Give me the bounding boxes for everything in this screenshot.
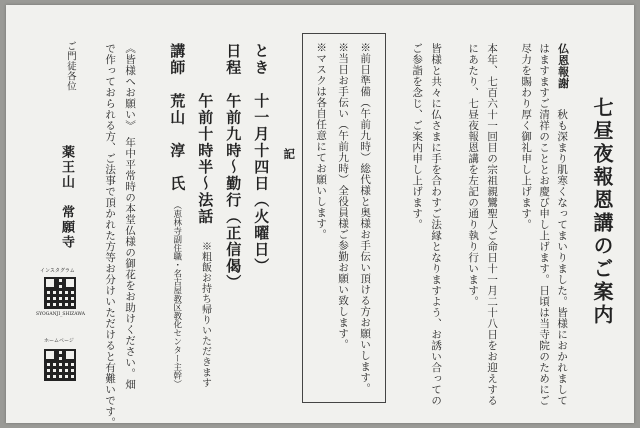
speaker-name: 荒山 淳 氏 — [168, 93, 187, 192]
notice-line-2: ※当日お手伝い（午前九時）全役員様ご参勤お願い致します。 — [337, 42, 350, 350]
body-line-2: にあたり、七昼夜報恩講を左記の通り執り行います。 — [467, 43, 480, 307]
temple-name: 薬王山 常願寺 — [58, 145, 74, 250]
body-line-3: 皆様と共々に仏さまに手を合わすご法縁となりますよう、お誘い合っての — [430, 43, 443, 406]
greeting-line-2: はますますご清祥のこととお慶び申し上げます。日頃は当寺院のためにご — [538, 43, 551, 406]
speaker-label: 講師 — [168, 43, 187, 76]
body-line-1: 本年、七百六十一回目の宗祖親鸞聖人ご命日十一月二十八日をお迎えする — [486, 43, 499, 406]
greeting-heading: 仏恩報謝 — [556, 43, 570, 89]
instagram-label: インスタグラム — [40, 268, 75, 274]
schedule-label: 日程 — [224, 43, 243, 76]
instagram-qr-code[interactable] — [44, 277, 76, 309]
speaker-affiliation: （恵林寺副住職・名古屋教区教化センター主幹） — [171, 201, 182, 388]
greeting-line-3: 尽力を賜わり厚く御礼申し上げます。 — [520, 43, 533, 230]
notice-box — [302, 33, 386, 403]
body-line-4: ご参詣を念じ、ご案内申し上げます。 — [411, 43, 424, 230]
schedule-note: ※粗飯お持ち帰りいただきます — [199, 241, 211, 388]
document-page — [6, 5, 634, 428]
addressee: ご門徒各位 — [64, 41, 76, 91]
homepage-qr-code[interactable] — [44, 349, 76, 381]
date-value: 十一月十四日（火曜日） — [252, 93, 271, 275]
notice-line-3: ※マスクは各自任意にてお願いします。 — [315, 42, 328, 240]
page-title: 七昼夜報恩講のご案内 — [590, 97, 614, 327]
notice-line-1: ※前日準備（午前九時）総代様と奥様お手伝い頂ける方お願いします。 — [359, 42, 372, 394]
schedule-value-1: 午前九時～勤行（正信偈） — [224, 93, 243, 291]
request-line-1: 《皆様へお願い》 年中平常時の本堂仏様の御花をお助けください。畑 — [124, 43, 137, 390]
greeting-line-1: 秋も深まり肌寒くなってまいりました。皆様におかれまして — [556, 109, 569, 406]
request-line-2: で作っておられる方、ご法事で頂かれた方等お分けいただけると有難いです。 — [104, 43, 117, 428]
schedule-value-2: 午前十時半～法話 — [196, 93, 215, 225]
date-label: とき — [252, 43, 271, 76]
homepage-label: ホームページ — [44, 338, 74, 344]
instagram-handle: SYOGANJI_SHIZAWA — [36, 312, 85, 317]
ki-heading: 記 — [282, 148, 297, 160]
